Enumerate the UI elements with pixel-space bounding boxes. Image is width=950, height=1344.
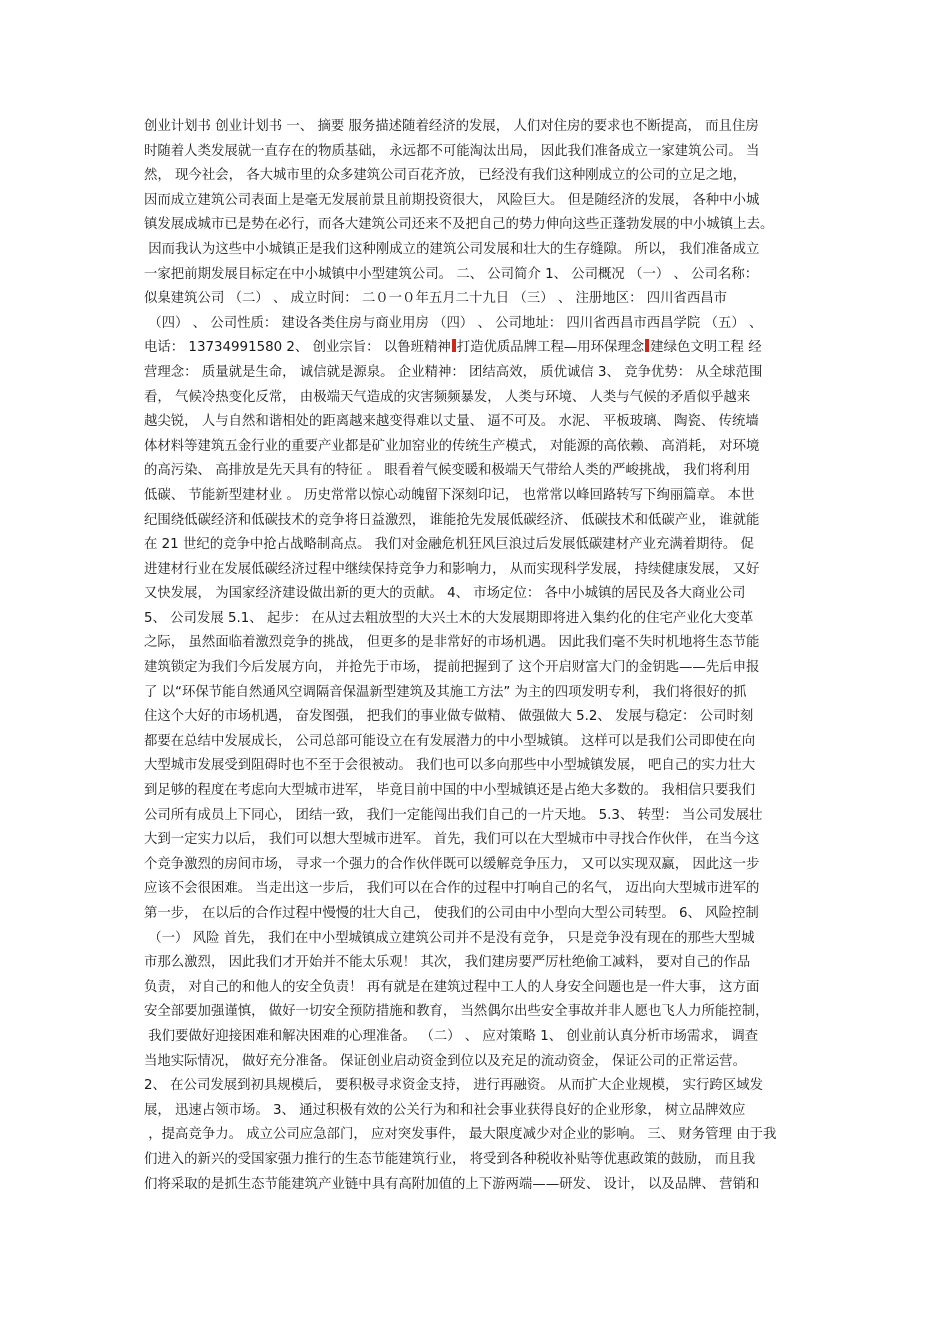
text-line: 低碳、 节能新型建材业 。 历史常常以惊心动魄留下深刻印记， 也常常以峰回路转写下绚丽篇章。 本世	[144, 487, 755, 503]
text-line: （一） 风险 首先， 我们在中小型城镇成立建筑公司并不是没有竞争， 只是竞争没有现在的那些大型城	[144, 930, 755, 946]
text-line-with-marks: 电话： 13734991580 2、 创业宗旨： 以鲁班精神 打造优质品牌工程—用环保理念 建绿色文明工程 经	[144, 340, 762, 356]
text-line: 2、 在公司发展到初具规模后， 要积极寻求资金支持， 进行再融资。 从而扩大企业规模， 实行跨区域发	[144, 1078, 763, 1094]
text-line: 进建材行业在发展低碳经济过程中继续保持竞争力和影响力， 从而实现科学发展， 持续健康发展， 又好	[144, 561, 760, 577]
text-line: 了 以“环保节能自然通风空调隔音保温新型建筑及其施工方法” 为主的四项发明专利， 我们将很好的抓	[144, 684, 747, 700]
text-line: 们将采取的是抓生态节能建筑产业链中具有高附加值的上下游两端——研发、 设计， 以及品牌、 营销和	[144, 1176, 760, 1192]
text-line: 一家把前期发展目标定在中小城镇中小型建筑公司。 二、 公司简介 1、 公司概况 （一） 、 公司名称：	[144, 266, 759, 282]
text-line: 当地实际情况， 做好充分准备。 保证创业启动资金到位以及充足的流动资金， 保证公司的正常运营。	[144, 1053, 746, 1069]
text-line: 因而成立建筑公司表面上是毫无发展前景且前期投资很大， 风险巨大。 但是随经济的发展， 各种中小城	[144, 192, 760, 208]
text-line: 的高污染、 高排放是先天具有的特征 。 眼看着气候变暖和极端天气带给人类的严峻挑战， 我们将利用	[144, 463, 751, 479]
text-line: 似臬建筑公司 （二） 、 成立时间： 二０一０年五月二十九日 （三） 、 注册地区： 四川省西昌市	[144, 291, 728, 307]
text-line: 第一步， 在以后的合作过程中慢慢的壮大自己， 使我们的公司由中小型向大型公司转型。 6、 风险控制	[144, 906, 759, 921]
text-line: 纪围绕低碳经济和低碳技术的竞争将日益激烈， 谁能抢先发展低碳经济、 低碳技术和低碳产业， 谁就能	[144, 512, 760, 528]
text-line: ，提高竞争力。 成立公司应急部门， 应对突发事件， 最大限度减少对企业的影响。 三、 财务管理 由于我	[144, 1127, 777, 1143]
text-line: 5、 公司发展 5.1、 起步： 在从过去粗放型的大兴土木的大发展期即将进入集约化的住宅产业化大变革	[144, 610, 754, 626]
text-line: 体材料等建筑五金行业的重要产业都是矿业加窑业的传统生产模式， 对能源的高依赖、 高消耗， 对环境	[144, 438, 760, 454]
highlight-mark	[452, 339, 456, 352]
document-body	[144, 115, 810, 1197]
text-line: 展， 迅速占领市场。 3、 通过积极有效的公关行为和和社会事业获得良好的企业形象， 树立品牌效应	[144, 1102, 746, 1118]
text-line: 建筑锁定为我们今后发展方向， 并抢先于市场， 提前把握到了 这个开启财富大门的金钥匙——先后申报	[144, 660, 760, 676]
text-line: 市那么激烈， 因此我们才开始并不能太乐观！ 其次， 我们建房要严厉杜绝偷工减料， 要对自己的作品	[144, 955, 751, 971]
text-line: 之际， 虽然面临着激烈竞争的挑战， 但更多的是非常好的市场机遇。 因此我们毫不失时机地将生态节能	[144, 635, 760, 651]
text-line: 公司所有成员上下同心， 团结一致， 我们一定能闯出我们自己的一片天地。 5.3、 转型： 当公司发展壮	[144, 807, 763, 823]
text-line: 时随着人类发展就一直存在的物质基础， 永远都不可能淘汰出局， 因此我们准备成立一家建筑公司。 当	[144, 143, 760, 159]
text-line: 住这个大好的市场机遇， 奋发图强， 把我们的事业做专做精、 做强做大 5.2、 发展与稳定： 公司时刻	[144, 709, 754, 725]
text-line: 营理念： 质量就是生命， 诚信就是源泉。 企业精神： 团结高效， 质优诚信 3、 竞争优势： 从全球范围	[144, 364, 763, 380]
text-line: 镇发展成城市已是势在必行，而各大建筑公司还来不及把自己的势力伸向这些正蓬勃发展的中小城镇上去。	[144, 217, 774, 233]
text-line: 又快发展， 为国家经济建设做出新的更大的贡献。 4、 市场定位： 各中小城镇的居民及各大商业公司	[144, 586, 746, 602]
text-line: 到足够的程度在考虑向大型城市进军， 毕竟目前中国的中小型城镇还是占绝大多数的。 我相信只要我们	[144, 783, 756, 799]
text-line: 们进入的新兴的受国家强力推行的生态节能建筑行业， 将受到各种税收补贴等优惠政策的鼓励， 而且我	[144, 1151, 756, 1167]
text-line: 大型城市发展受到阻碍时也不至于会很被动。 我们也可以多向那些中小型城镇发展， 吧自己的实力壮大	[144, 758, 756, 774]
text-line: 因而我认为这些中小城镇正是我们这种刚成立的建筑公司发展和壮大的生存缝隙。 所以， 我们准备成立	[144, 241, 760, 257]
text-line: 越尖锐， 人与自然和谐相处的距离越来越变得难以丈量、 逼不可及。 水泥、 平板玻璃、 陶瓷、 传统墙	[144, 414, 759, 430]
text-line: 都要在总结中发展成长， 公司总部可能设立在有发展潜力的中小型城镇。 这样可以是我们公司即使在向	[144, 733, 756, 749]
text-line: 然， 现今社会， 各大城市里的众多建筑公司百花齐放， 已经没有我们这种刚成立的公司的立足之地，	[144, 168, 746, 184]
text-line: （四） 、 公司性质： 建设各类住房与商业用房 （四） 、 公司地址： 四川省西昌市西昌学院 （五） 、	[144, 315, 763, 331]
text-line: 大到一定实力以后， 我们可以想大型城市进军。 首先，我们可以在大型城市中寻找合作伙伴， 在当今这	[144, 832, 760, 848]
text-line: 我们要做好迎接困难和解决困难的心理准备。 （二） 、 应对策略 1、 创业前认真分析市场需求， 调查	[144, 1028, 759, 1044]
text-line: 安全部要加强谨慎， 做好一切安全预防措施和教育， 当然偶尔出些安全事故并非人愿也飞人力所能控制，	[144, 1004, 769, 1020]
highlight-mark	[645, 339, 649, 352]
text-line: 创业计划书 创业计划书 一、 摘要 服务描述随着经济的发展， 人们对住房的要求也不断提高， 而且住房	[144, 119, 759, 134]
text-line: 负责， 对自己的和他人的安全负责！ 再有就是在建筑过程中工人的人身安全问题也是一件大事， 这方面	[144, 979, 760, 995]
text-line: 应该不会很困难。 当走出这一步后， 我们可以在合作的过程中打响自己的名气， 迈出向大型城市进军的	[144, 881, 760, 897]
text-line: 看， 气候冷热变化反常， 由极端天气造成的灾害频频暴发， 人类与环境、 人类与气候的矛盾似乎越来	[144, 389, 751, 405]
text-line: 在 21 世纪的竞争中抢占战略制高点。 我们对金融危机狂风巨浪过后发展低碳建材产业充满着期待。 促	[144, 537, 754, 553]
text-line: 个竞争激烈的房间市场， 寻求一个强力的合作伙伴既可以缓解竞争压力， 又可以实现双赢， 因此这一步	[144, 856, 760, 872]
